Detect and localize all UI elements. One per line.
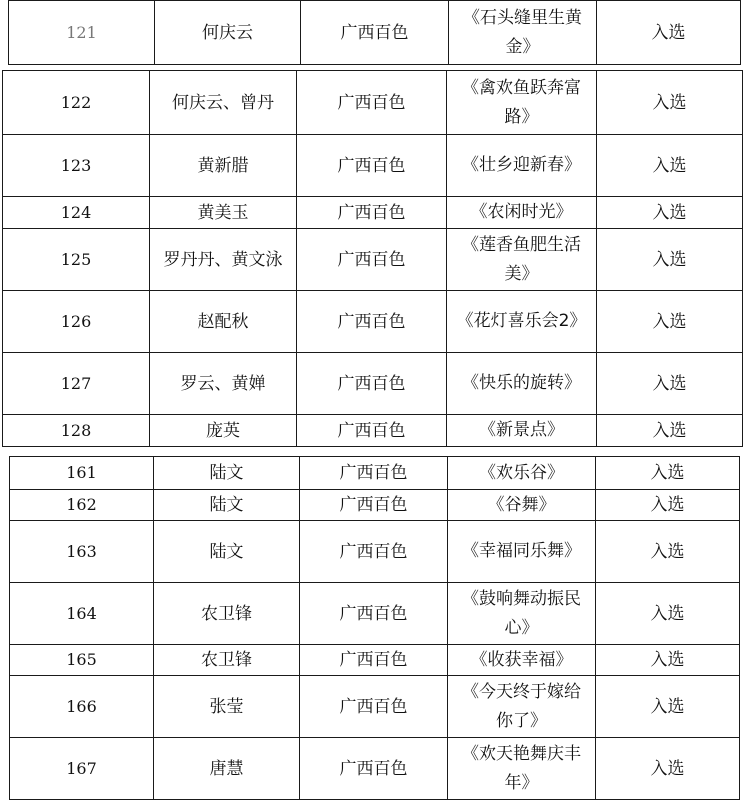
table-fragment-3 — [9, 456, 740, 800]
title-cell: 《欢乐谷》 — [448, 457, 596, 490]
author-cell: 黄美玉 — [150, 197, 297, 229]
author-cell: 何庆云、曾丹 — [150, 71, 297, 135]
result-cell: 入选 — [596, 521, 740, 583]
row-number: 161 — [10, 457, 154, 490]
result-cell: 入选 — [597, 1, 741, 65]
author-cell: 罗云、黄婵 — [150, 353, 297, 415]
author-cell: 农卫锋 — [154, 583, 300, 645]
result-cell: 入选 — [596, 738, 740, 800]
row-number: 127 — [3, 353, 150, 415]
author-cell: 黄新腊 — [150, 135, 297, 197]
row-number: 162 — [10, 490, 154, 521]
table-row — [3, 229, 743, 291]
title-cell: 《农闲时光》 — [447, 197, 597, 229]
region-cell: 广西百色 — [297, 415, 447, 447]
author-cell: 赵配秋 — [150, 291, 297, 353]
region-cell: 广西百色 — [301, 1, 449, 65]
row-number: 123 — [3, 135, 150, 197]
title-cell: 《禽欢鱼跃奔富路》 — [447, 71, 597, 135]
result-cell: 入选 — [597, 197, 743, 229]
region-cell: 广西百色 — [297, 229, 447, 291]
author-cell: 陆文 — [154, 457, 300, 490]
table-row — [3, 197, 743, 229]
result-cell: 入选 — [596, 457, 740, 490]
author-cell: 庞英 — [150, 415, 297, 447]
table-row — [3, 415, 743, 447]
result-cell: 入选 — [597, 229, 743, 291]
table-row — [10, 583, 740, 645]
title-cell: 《收获幸福》 — [448, 645, 596, 676]
table-row — [10, 490, 740, 521]
title-cell: 《欢天艳舞庆丰年》 — [448, 738, 596, 800]
table-row — [3, 71, 743, 135]
region-cell: 广西百色 — [300, 583, 448, 645]
table-row — [10, 676, 740, 738]
author-cell: 罗丹丹、黄文泳 — [150, 229, 297, 291]
row-number: 166 — [10, 676, 154, 738]
result-cell: 入选 — [597, 71, 743, 135]
table-row — [3, 353, 743, 415]
author-cell: 张莹 — [154, 676, 300, 738]
result-cell: 入选 — [596, 676, 740, 738]
region-cell: 广西百色 — [297, 71, 447, 135]
region-cell: 广西百色 — [297, 291, 447, 353]
title-cell: 《石头缝里生黄金》 — [449, 1, 597, 65]
result-cell: 入选 — [597, 291, 743, 353]
title-cell: 《壮乡迎新春》 — [447, 135, 597, 197]
region-cell: 广西百色 — [300, 676, 448, 738]
author-cell: 陆文 — [154, 490, 300, 521]
table-row — [10, 645, 740, 676]
row-number: 121 — [9, 1, 155, 65]
row-number: 126 — [3, 291, 150, 353]
row-number: 124 — [3, 197, 150, 229]
title-cell: 《谷舞》 — [448, 490, 596, 521]
table-row — [10, 738, 740, 800]
region-cell: 广西百色 — [300, 738, 448, 800]
title-cell: 《鼓响舞动振民心》 — [448, 583, 596, 645]
result-cell: 入选 — [597, 353, 743, 415]
result-cell: 入选 — [596, 583, 740, 645]
region-cell: 广西百色 — [300, 490, 448, 521]
row-number: 128 — [3, 415, 150, 447]
table-row — [10, 457, 740, 490]
row-number: 165 — [10, 645, 154, 676]
author-cell: 农卫锋 — [154, 645, 300, 676]
title-cell: 《花灯喜乐会2》 — [447, 291, 597, 353]
table-row — [3, 291, 743, 353]
title-cell: 《新景点》 — [447, 415, 597, 447]
author-cell: 何庆云 — [155, 1, 301, 65]
result-cell: 入选 — [597, 135, 743, 197]
region-cell: 广西百色 — [297, 135, 447, 197]
title-cell: 《今天终于嫁给你了》 — [448, 676, 596, 738]
region-cell: 广西百色 — [300, 457, 448, 490]
result-cell: 入选 — [597, 415, 743, 447]
title-cell: 《莲香鱼肥生活美》 — [447, 229, 597, 291]
region-cell: 广西百色 — [297, 353, 447, 415]
author-cell: 陆文 — [154, 521, 300, 583]
table-row — [9, 1, 741, 65]
region-cell: 广西百色 — [297, 197, 447, 229]
title-cell: 《快乐的旋转》 — [447, 353, 597, 415]
region-cell: 广西百色 — [300, 521, 448, 583]
row-number: 164 — [10, 583, 154, 645]
result-cell: 入选 — [596, 490, 740, 521]
table-row — [3, 135, 743, 197]
result-cell: 入选 — [596, 645, 740, 676]
table-row — [10, 521, 740, 583]
row-number: 163 — [10, 521, 154, 583]
row-number: 125 — [3, 229, 150, 291]
author-cell: 唐慧 — [154, 738, 300, 800]
title-cell: 《幸福同乐舞》 — [448, 521, 596, 583]
table-fragment-2 — [2, 70, 743, 447]
region-cell: 广西百色 — [300, 645, 448, 676]
row-number: 167 — [10, 738, 154, 800]
table-fragment-1 — [8, 0, 741, 65]
row-number: 122 — [3, 71, 150, 135]
